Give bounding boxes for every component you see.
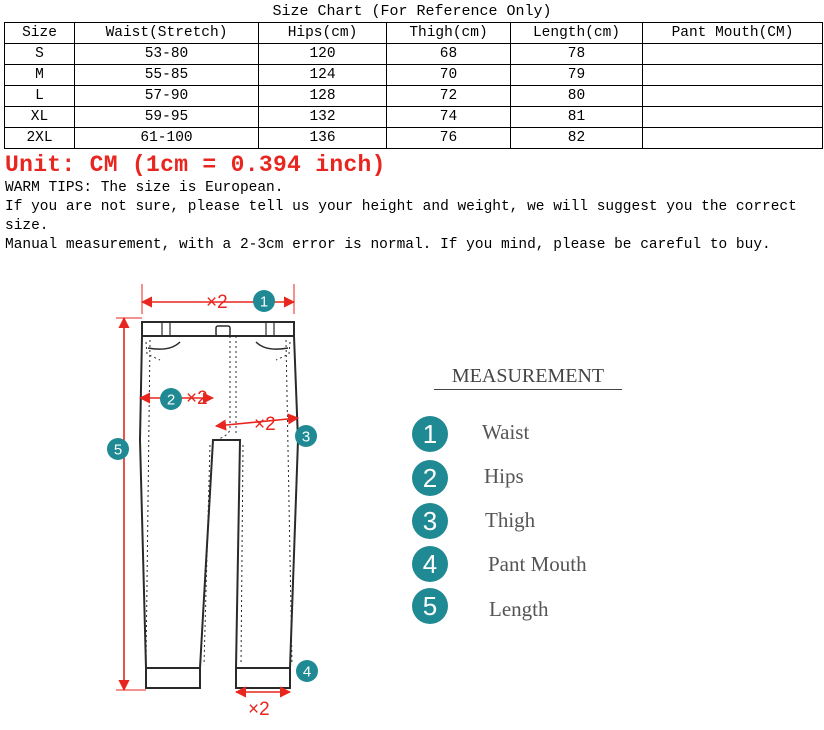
table-cell-size: 2XL xyxy=(5,128,75,149)
table-cell-pant-mouth xyxy=(643,107,823,128)
multiplier-pant-mouth: ×2 xyxy=(248,699,270,720)
legend-number-3: 3 xyxy=(422,506,438,536)
table-cell-waist: 55-85 xyxy=(75,65,259,86)
table-row xyxy=(5,86,823,107)
marker-4-number: 4 xyxy=(302,663,312,681)
column-header-waist: Waist(Stretch) xyxy=(75,23,259,44)
table-cell-pant-mouth xyxy=(643,65,823,86)
measure-lines xyxy=(113,284,298,692)
table-cell-size: L xyxy=(5,86,75,107)
tips-block xyxy=(5,179,817,255)
table-row xyxy=(5,44,823,65)
legend-number-4: 4 xyxy=(422,549,438,579)
table-cell-thigh: 76 xyxy=(387,128,511,149)
table-cell-size: M xyxy=(5,65,75,86)
column-header-hips: Hips(cm) xyxy=(259,23,387,44)
tip-line: If you are not sure, please tell us your height and weight, we will suggest you the correct size. xyxy=(5,199,797,234)
table-cell-thigh: 70 xyxy=(387,65,511,86)
table-cell-size: XL xyxy=(5,107,75,128)
marker-1-number: 1 xyxy=(259,293,269,311)
legend-number-2: 2 xyxy=(422,463,438,493)
table-cell-waist: 61-100 xyxy=(75,128,259,149)
table-cell-length: 81 xyxy=(511,107,643,128)
table-cell-thigh: 68 xyxy=(387,44,511,65)
table-row xyxy=(5,65,823,86)
pants-outline xyxy=(140,322,298,688)
table-cell-pant-mouth xyxy=(643,44,823,65)
legend-label-hips: Hips xyxy=(484,464,524,488)
multiplier-thigh: ×2 xyxy=(254,414,276,435)
pants-stitching xyxy=(146,336,292,665)
table-row xyxy=(5,128,823,149)
table-cell-pant-mouth xyxy=(643,86,823,107)
pants-diagram xyxy=(0,270,824,730)
table-row xyxy=(5,107,823,128)
table-cell-length: 79 xyxy=(511,65,643,86)
table-cell-hips: 136 xyxy=(259,128,387,149)
multiplier-labels xyxy=(186,292,276,720)
marker-2-number: 2 xyxy=(166,391,176,409)
marker-3-number: 3 xyxy=(301,428,311,446)
table-cell-pant-mouth xyxy=(643,128,823,149)
table-cell-waist: 59-95 xyxy=(75,107,259,128)
legend-number-1: 1 xyxy=(422,419,438,449)
table-cell-length: 82 xyxy=(511,128,643,149)
column-header-length: Length(cm) xyxy=(511,23,643,44)
multiplier-hips: ×2 xyxy=(186,388,208,409)
legend-label-waist: Waist xyxy=(482,420,530,444)
table-cell-waist: 57-90 xyxy=(75,86,259,107)
size-chart-table xyxy=(4,22,823,149)
legend-label-pant-mouth: Pant Mouth xyxy=(488,552,587,576)
table-cell-thigh: 74 xyxy=(387,107,511,128)
table-cell-length: 80 xyxy=(511,86,643,107)
marker-5-number: 5 xyxy=(113,441,123,459)
size-chart-title: Size Chart (For Reference Only) xyxy=(272,3,552,20)
table-cell-hips: 132 xyxy=(259,107,387,128)
column-header-size: Size xyxy=(5,23,75,44)
legend-label-length: Length xyxy=(489,597,549,621)
tip-line: WARM TIPS: The size is European. xyxy=(5,180,284,196)
column-header-thigh: Thigh(cm) xyxy=(387,23,511,44)
tip-line: Manual measurement, with a 2-3cm error is normal. If you mind, please be careful to buy. xyxy=(5,237,771,253)
table-cell-thigh: 72 xyxy=(387,86,511,107)
table-cell-size: S xyxy=(5,44,75,65)
legend-number-5: 5 xyxy=(422,591,438,621)
table-cell-waist: 53-80 xyxy=(75,44,259,65)
table-cell-length: 78 xyxy=(511,44,643,65)
table-header-row xyxy=(5,23,823,44)
table-cell-hips: 128 xyxy=(259,86,387,107)
legend-label-thigh: Thigh xyxy=(485,508,536,532)
table-cell-hips: 124 xyxy=(259,65,387,86)
column-header-pant-mouth: Pant Mouth(CM) xyxy=(643,23,823,44)
unit-note: Unit: CM (1cm = 0.394 inch) xyxy=(5,152,386,178)
legend-markers xyxy=(412,416,448,624)
legend-title: MEASUREMENT xyxy=(434,364,622,390)
measurement-figure xyxy=(0,270,824,730)
table-cell-hips: 120 xyxy=(259,44,387,65)
multiplier-waist: ×2 xyxy=(206,292,228,313)
